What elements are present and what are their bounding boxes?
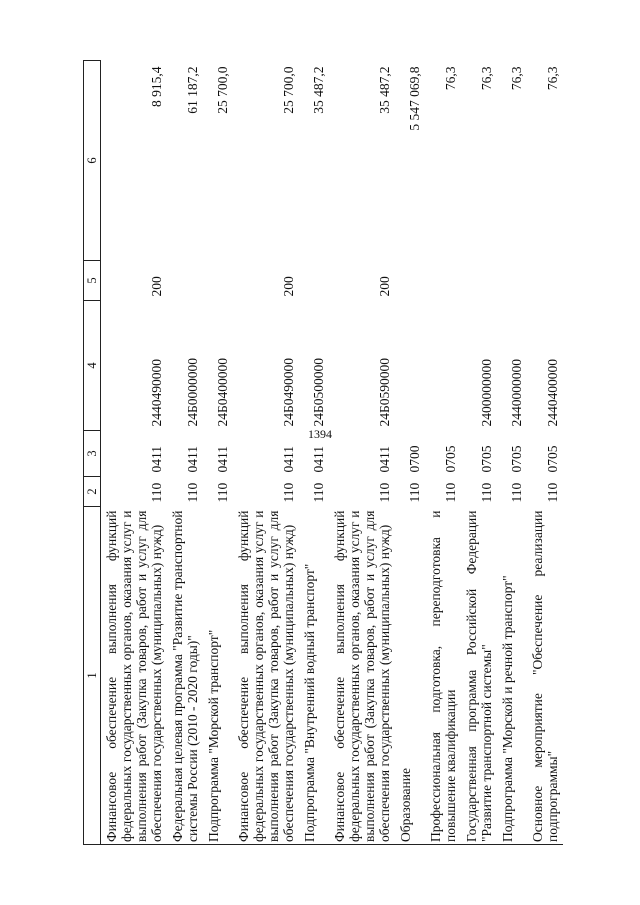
row-col4-cell: 2440490000 <box>149 359 164 427</box>
row-col3-cell: 0705 <box>545 445 560 473</box>
header-cell-1: 1 <box>84 507 101 845</box>
table-body <box>101 61 564 845</box>
table-row <box>461 61 497 845</box>
row-col4-cell <box>425 301 461 431</box>
row-name-cell: Финансовое обеспечение выполнения функций федеральных государственных органов, оказания услуг и выполнения работ (Закупка товаров, работ и услуг для обеспечения государственных (муниципальных) нужд) <box>233 507 299 845</box>
row-name-cell: Образование <box>395 507 425 845</box>
row-col5-cell <box>395 261 425 301</box>
row-amount-cell: 35 487,2 <box>311 66 326 114</box>
table-row <box>497 61 527 845</box>
row-amount-cell: 76,3 <box>479 66 494 91</box>
row-amount-cell: 25 700,0 <box>281 66 296 114</box>
row-col3-cell: 0411 <box>149 446 164 473</box>
row-col4-cell: 24Б0000000 <box>185 357 200 427</box>
row-col2-cell: 110 <box>185 482 200 503</box>
header-row <box>84 61 101 845</box>
row-col4-cell: 24Б0400000 <box>215 357 230 427</box>
header-cell-4: 4 <box>84 301 101 431</box>
table-row <box>527 61 563 845</box>
row-col5-cell <box>203 261 233 301</box>
budget-table <box>83 60 563 845</box>
row-col3-cell: 0705 <box>443 445 458 473</box>
rotated-table-wrapper <box>83 61 633 845</box>
header-cell-2: 2 <box>84 477 101 507</box>
row-col2-cell: 110 <box>443 482 458 503</box>
row-col5-cell: 200 <box>149 276 164 297</box>
row-name-cell: Финансовое обеспечение выполнения функций федеральных государственных органов, оказания услуг и выполнения работ (Закупка товаров, работ и услуг для обеспечения государственных (муниципальных) нужд) <box>101 507 168 845</box>
header-cell-3: 3 <box>84 431 101 477</box>
table-row <box>395 61 425 845</box>
table-row <box>299 61 329 845</box>
row-col3-cell: 0411 <box>185 446 200 473</box>
row-col4-cell: 2440400000 <box>545 359 560 427</box>
row-col5-cell <box>461 261 497 301</box>
table-row <box>101 61 168 845</box>
row-amount-cell: 76,3 <box>545 66 560 91</box>
row-amount-cell: 8 915,4 <box>149 66 164 107</box>
table-row <box>203 61 233 845</box>
row-col4-cell: 2440000000 <box>509 359 524 427</box>
header-cell-5: 5 <box>84 261 101 301</box>
header-cell-6: 6 <box>84 61 101 261</box>
row-amount-cell: 61 187,2 <box>185 66 200 114</box>
row-col5-cell: 200 <box>377 276 392 297</box>
row-amount-cell: 25 700,0 <box>215 66 230 114</box>
row-name-cell: Подпрограмма "Внутренний водный транспорт" <box>299 507 329 845</box>
table-row <box>167 61 203 845</box>
page-number: 1394 <box>308 427 332 441</box>
row-name-cell: Подпрограмма "Морской транспорт" <box>203 507 233 845</box>
row-col4-cell: 24Б0490000 <box>281 357 296 427</box>
row-col3-cell: 0411 <box>377 446 392 473</box>
row-col3-cell: 0705 <box>509 445 524 473</box>
row-col5-cell <box>167 261 203 301</box>
table-row <box>233 61 299 845</box>
row-col2-cell: 110 <box>377 482 392 503</box>
row-col3-cell: 0705 <box>479 445 494 473</box>
row-amount-cell: 5 547 069,8 <box>407 66 422 131</box>
row-col5-cell: 200 <box>281 276 296 297</box>
row-name-cell: Финансовое обеспечение выполнения функций федеральных государственных органов, оказания услуг и выполнения работ (Закупка товаров, работ и услуг для обеспечения государственных (муниципальных) нужд) <box>329 507 395 845</box>
table-row <box>425 61 461 845</box>
row-col3-cell: 0411 <box>215 446 230 473</box>
row-name-cell: Профессиональная подготовка, переподготовка и повышение квалификации <box>425 507 461 845</box>
row-col2-cell: 110 <box>545 482 560 503</box>
row-col4-cell: 24Б0590000 <box>377 357 392 427</box>
row-col4-cell <box>395 301 425 431</box>
row-name-cell: Федеральная целевая программа "Развитие транспортной системы России (2010 - 2020 годы)" <box>167 507 203 845</box>
row-name-cell: Основное мероприятие "Обеспечение реализации подпрограммы" <box>527 507 563 845</box>
row-col3-cell: 0411 <box>311 446 326 473</box>
row-name-cell: Государственная программа Российской Федерации "Развитие транспортной системы" <box>461 507 497 845</box>
table-row <box>329 61 395 845</box>
row-col4-cell: 2400000000 <box>479 359 494 427</box>
row-col2-cell: 110 <box>407 482 422 503</box>
row-col4-cell: 24Б0500000 <box>311 357 326 427</box>
row-col2-cell: 110 <box>281 482 296 503</box>
row-col2-cell: 110 <box>149 482 164 503</box>
row-amount-cell: 35 487,2 <box>377 66 392 114</box>
row-col5-cell <box>299 261 329 301</box>
row-col5-cell <box>497 261 527 301</box>
row-amount-cell: 76,3 <box>509 66 524 91</box>
row-col2-cell: 110 <box>479 482 494 503</box>
row-col5-cell <box>425 261 461 301</box>
row-col2-cell: 110 <box>311 482 326 503</box>
row-col5-cell <box>527 261 563 301</box>
row-col3-cell: 0700 <box>407 445 422 473</box>
row-col2-cell: 110 <box>509 482 524 503</box>
row-amount-cell: 76,3 <box>443 66 458 91</box>
row-name-cell: Подпрограмма "Морской и речной транспорт" <box>497 507 527 845</box>
row-col3-cell: 0411 <box>281 446 296 473</box>
row-col2-cell: 110 <box>215 482 230 503</box>
